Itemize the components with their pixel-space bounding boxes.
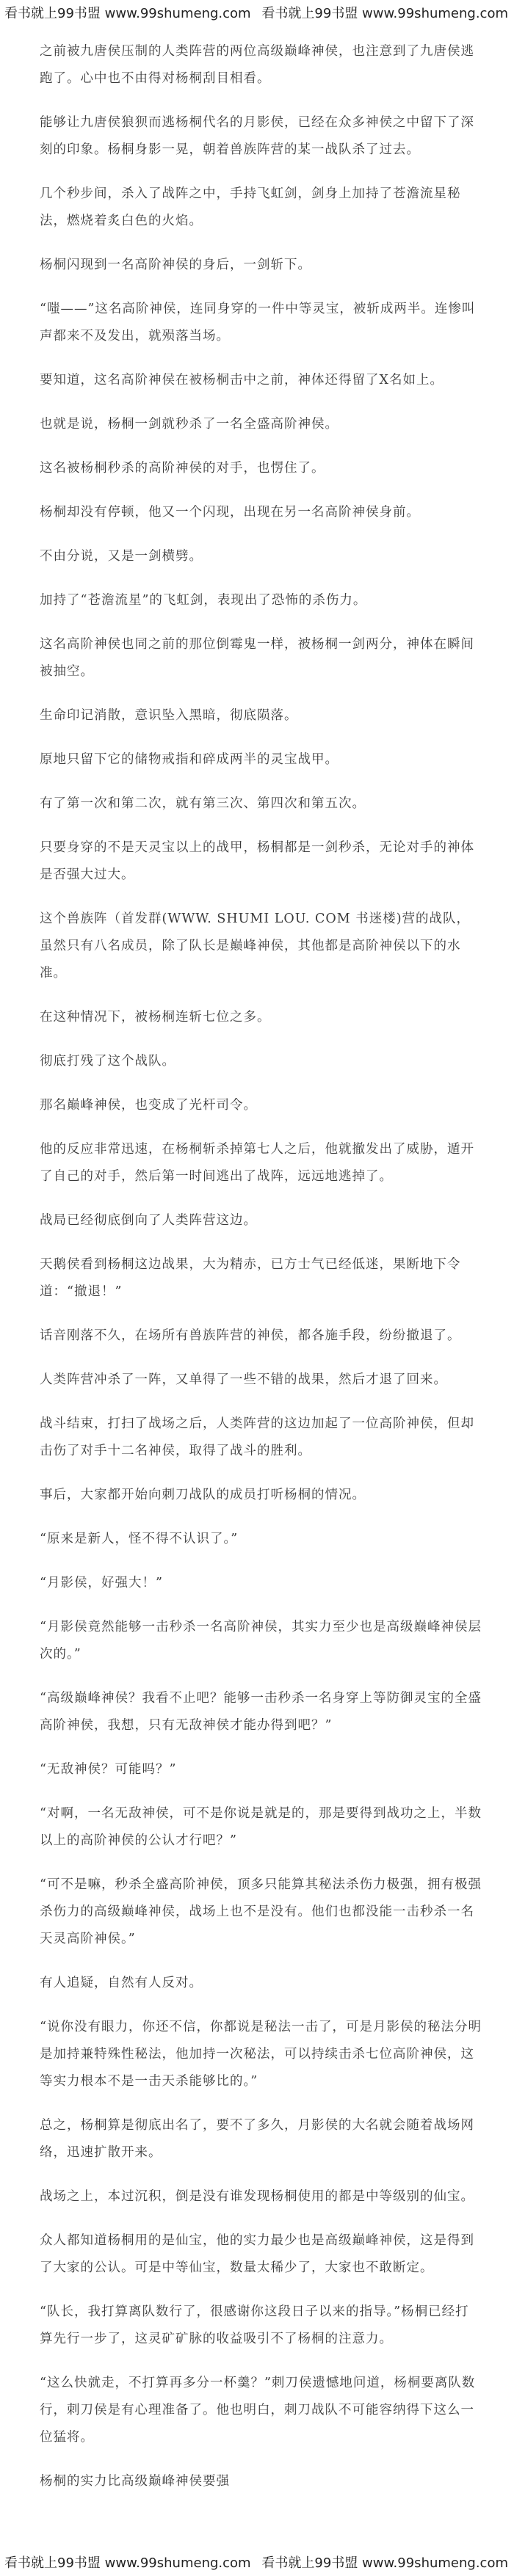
paragraph: “无敌神侯？可能吗？” [40,1762,177,1777]
paragraph: 天鹅侯看到杨桐这边战果，大为精赤，已方士气已经低迷，果断地下令道：“撤退！” [40,1257,461,1299]
paragraph: 战局已经彻底倒向了人类阵营这边。 [40,1213,257,1228]
paragraph: 之前被九唐侯压制的人类阵营的两位高级巅峰神侯，也注意到了九唐侯逃跑了。心中也不由得对杨桐刮目相看。 [40,44,474,86]
paragraph: 事后，大家都开始向刺刀战队的成员打听杨桐的情况。 [40,1488,366,1502]
paragraph: 杨桐却没有停顿，他又一个闪现，出现在另一名高阶神侯身前。 [40,505,420,520]
watermark-bottom-left: 看书就上99书盟 www.99shumeng.com [4,2555,251,2571]
paragraph: 也就是说，杨桐一剑就秒杀了一名全盛高阶神侯。 [40,417,339,432]
paragraph: “嗤——”这名高阶神侯，连同身穿的一件中等灵宝，被斩成两半。连惨叫声都来不及发出，就殒落当场。 [40,302,476,343]
paragraph: 他的反应非常迅速，在杨桐斩杀掉第七人之后，他就撤发出了威胁，遁开了自己的对手，然后第一时间逃出了战阵，远远地逃掉了。 [40,1142,474,1184]
paragraph: 加持了“苍澹流星”的飞虹剑，表现出了恐怖的杀伤力。 [40,593,367,608]
paragraph: 要知道，这名高阶神侯在被杨桐击中之前，神体还得留了X名如上。 [40,373,444,388]
paragraph: 战斗结束，打扫了战场之后，人类阵营的这边加起了一位高阶神侯，但却击伤了对手十二名神侯，取得了战斗的胜利。 [40,1416,474,1458]
paragraph: 只要身穿的不是天灵宝以上的战甲，杨桐都是一剑秒杀，无论对手的神体是否强大过大。 [40,840,474,882]
paragraph: 杨桐的实力比高级巅峰神侯要强 [40,2474,230,2489]
paragraph: 彻底打残了这个战队。 [40,1054,175,1069]
paragraph: 总之，杨桐算是彻底出名了，要不了多久，月影侯的大名就会随着战场网络，迅速扩散开来。 [40,2118,474,2160]
paragraph: 那名巅峰神侯，也变成了光杆司令。 [40,1098,257,1113]
paragraph: “高级巅峰神侯？我看不止吧？能够一击秒杀一名身穿上等防御灵宝的全盛高阶神侯，我想，只有无敌神侯才能办得到吧？” [40,1691,482,1733]
paragraph: “月影侯，好强大！” [40,1576,163,1590]
paragraph: 人类阵营冲杀了一阵，又单得了一些不错的战果，然后才退了回来。 [40,1372,447,1387]
paragraph: 几个秒步间，杀入了战阵之中，手持飞虹剑，剑身上加持了苍澹流星秘法，燃烧着炙白色的火焰。 [40,186,461,228]
paragraph: 有人追疑，自然有人反对。 [40,1976,203,1990]
paragraph: “对啊，一名无敌神侯，可不是你说是就是的，那是要得到战功之上，半数以上的高阶神侯的公认才行吧？” [40,1806,482,1848]
paragraph: 原地只留下它的储物戒指和碎成两半的灵宝战甲。 [40,752,339,767]
paragraph: “这么快就走，不打算再多分一杯羹？”刺刀侯遗憾地问道，杨桐要离队数行，刺刀侯是有心理准备了。他也明白，刺刀战队不可能容纳得下这么一位猛将。 [40,2376,476,2445]
paragraph: 不由分说，又是一剑横劈。 [40,549,203,564]
paragraph: 有了第一次和第二次，就有第三次、第四次和第五次。 [40,796,366,811]
paragraph: “月影侯竟然能够一击秒杀一名高阶神侯，其实力至少也是高级巅峰神侯层次的。” [40,1620,482,1662]
watermark-top-right: 看书就上99书盟 www.99shumeng.com [261,6,508,21]
paragraph: “队长，我打算离队数行了，很感谢你这段日子以来的指导。”杨桐已经打算先行一步了，这灵矿矿脉的收益吸引不了杨桐的注意力。 [40,2304,469,2346]
watermark-top-left: 看书就上99书盟 www.99shumeng.com [4,6,251,21]
paragraph: 生命印记消散，意识坠入黑暗，彻底陨落。 [40,708,298,723]
paragraph: 话音刚落不久，在场所有兽族阵营的神侯，都各施手段，纷纷撤退了。 [40,1328,461,1343]
paragraph: “原来是新人，怪不得不认识了。” [40,1532,239,1546]
paragraph: 这个兽族阵（首发群(WWW. SHUMI LOU. COM 书迷楼)营的战队，虽然只有八名成员，除了队长是巅峰神侯，其他都是高阶神侯以下的水准。 [40,912,471,980]
paragraph: 杨桐闪现到一名高阶神侯的身后，一剑斩下。 [40,258,311,272]
paragraph: 战场之上，本过沉积，倒是没有谁发现杨桐使用的都是中等级别的仙宝。 [40,2189,474,2204]
paragraph: “说你没有眼力，你还不信，你都说是秘法一击了，可是月影侯的秘法分明是加持兼特殊性秘法，他加持一次秘法，可以持续击杀七位高阶神侯，这等实力根本不是一击天杀能够比的。” [40,2020,482,2089]
paragraph: 这名高阶神侯也同之前的那位倒霉鬼一样，被杨桐一剑两分，神体在瞬间被抽空。 [40,637,474,679]
paragraph: 在这种情况下，被杨桐连斩七位之多。 [40,1010,271,1025]
chapter-body [40,38,482,2512]
paragraph: “可不是嘛，秒杀全盛高阶神侯，顶多只能算其秘法杀伤力极强，拥有极强杀伤力的高级巅峰神侯，战场上也不是没有。他们也都没能一击秒杀一名天灵高阶神侯。” [40,1877,482,1946]
paragraph: 众人都知道杨桐用的是仙宝，他的实力最少也是高级巅峰神侯，这是得到了大家的公认。可是中等仙宝，数量太稀少了，大家也不敢断定。 [40,2233,474,2275]
watermark-bottom-right: 看书就上99书盟 www.99shumeng.com [261,2555,508,2571]
paragraph: 能够让九唐侯狼狈而逃杨桐代名的月影侯，已经在众多神侯之中留下了深刻的印象。杨桐身影一晃，朝着兽族阵营的某一战队杀了过去。 [40,115,474,157]
paragraph: 这名被杨桐秒杀的高阶神侯的对手，也愣住了。 [40,461,325,476]
